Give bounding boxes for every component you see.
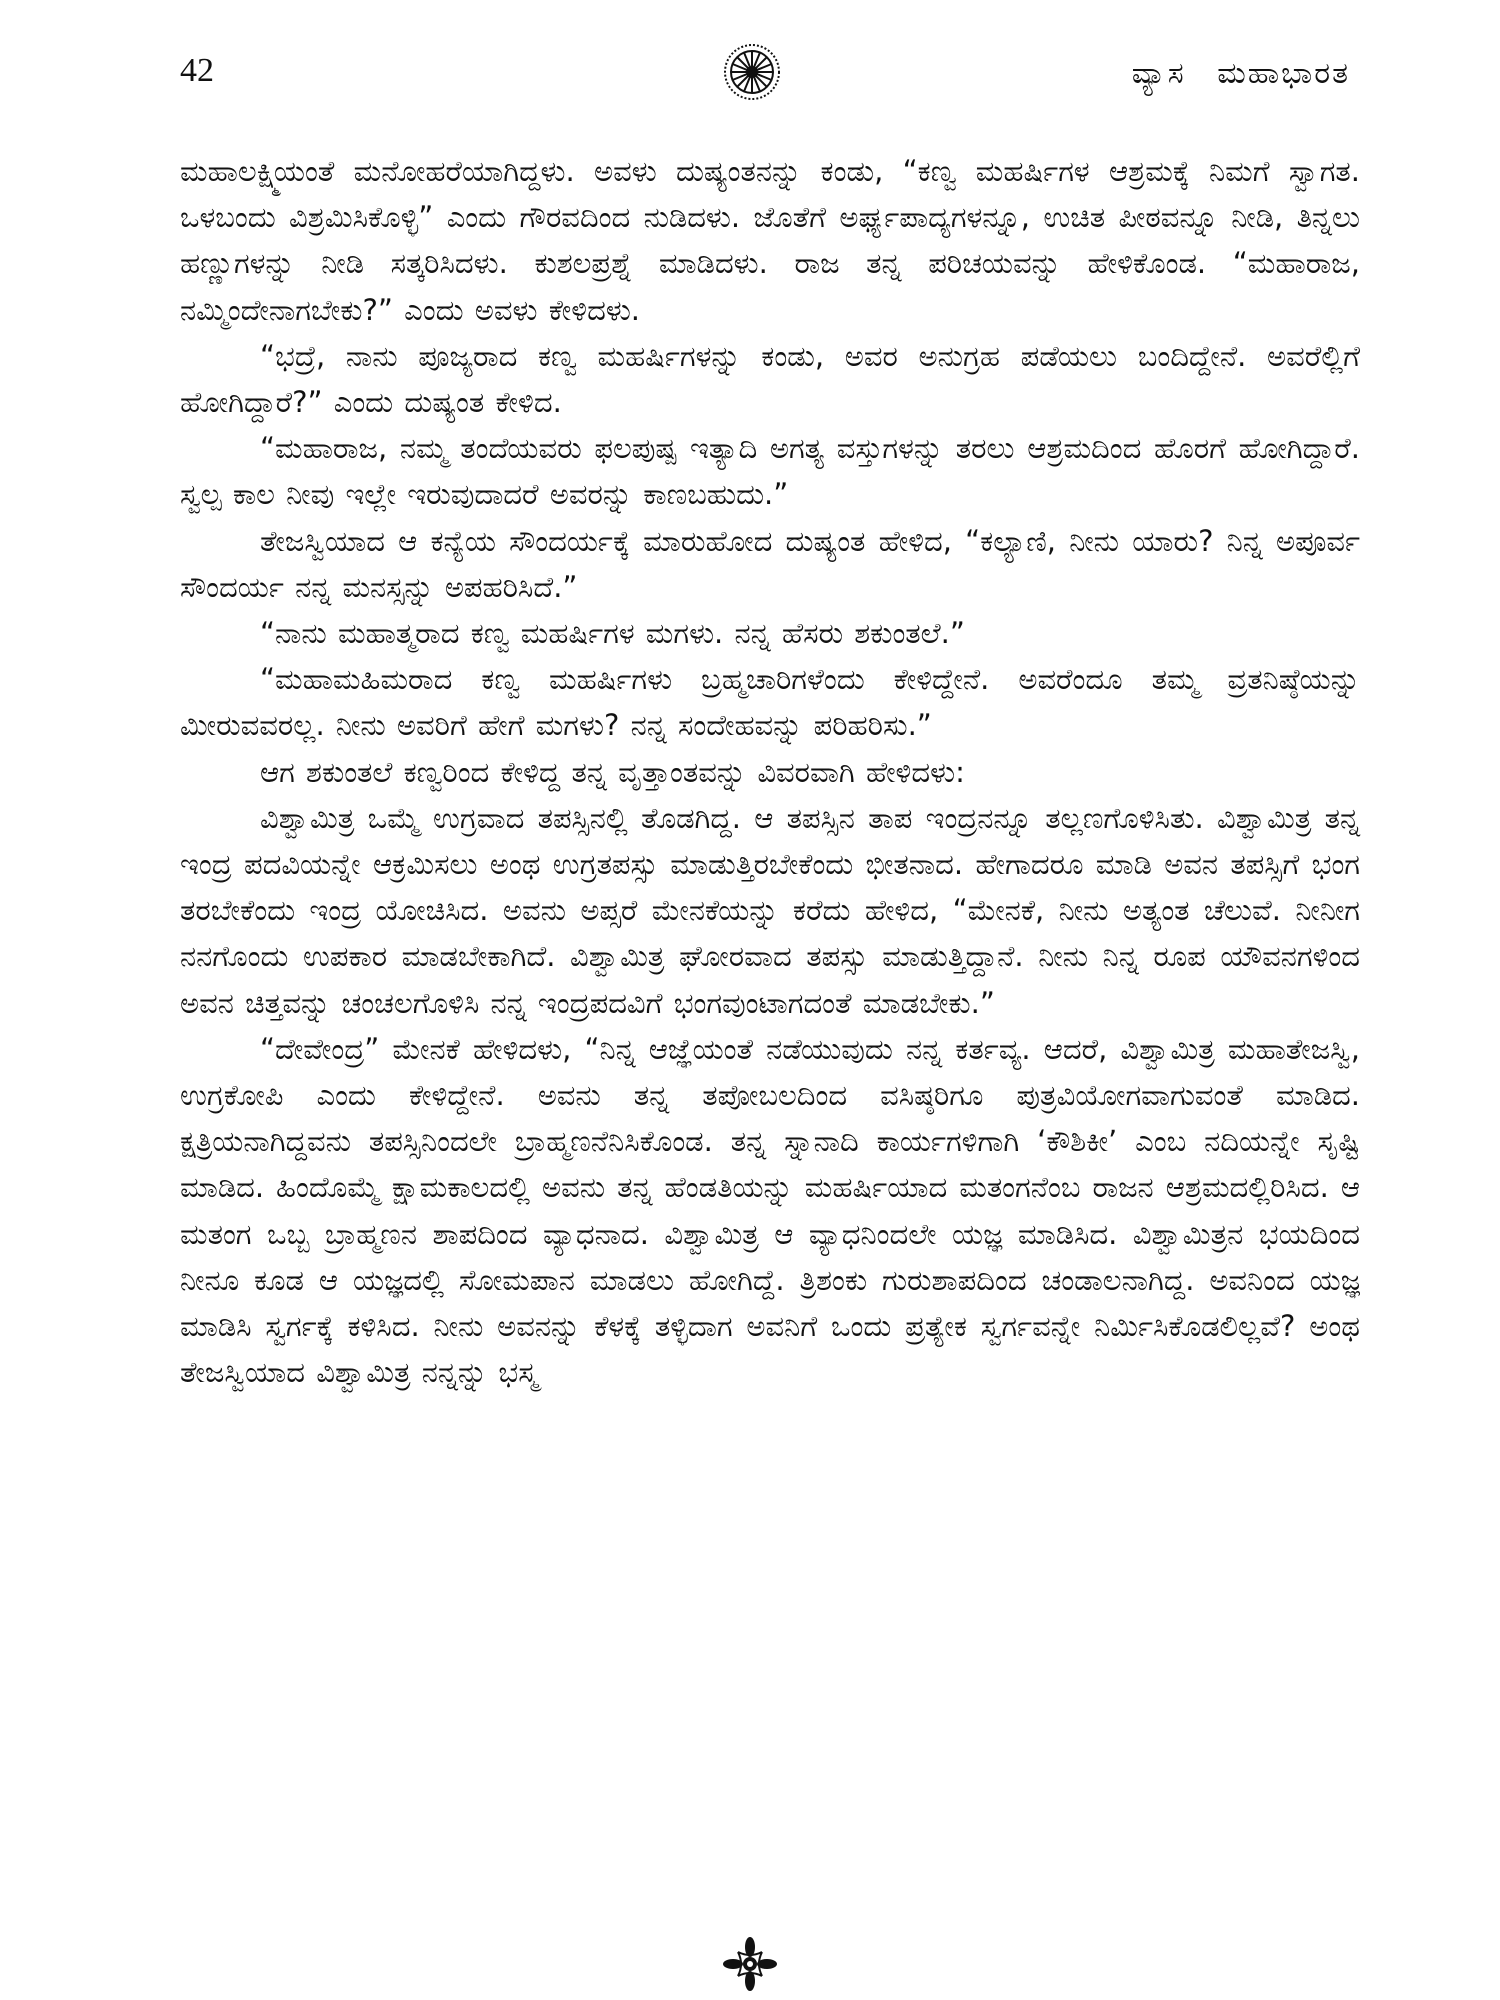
body-text [180,148,1360,1395]
book-title: ವ್ಯಾಸ ಮಹಾಭಾರತ [1131,56,1350,91]
paragraph: “ನಾನು ಮಹಾತ್ಮರಾದ ಕಣ್ವ ಮಹರ್ಷಿಗಳ ಮಗಳು. ನನ್ನ ಹೆಸರು ಶಕುಂತಲೆ.” [260,616,965,651]
chakra-icon [722,42,782,102]
page-number: 42 [180,52,214,89]
paragraph: ವಿಶ್ವಾಮಿತ್ರ ಒಮ್ಮೆ ಉಗ್ರವಾದ ತಪಸ್ಸಿನಲ್ಲಿ ತೊಡಗಿದ್ದ. ಆ ತಪಸ್ಸಿನ ತಾಪ ಇಂದ್ರನನ್ನೂ ತಲ್ಲಣಗೊಳಿಸಿತು. ವಿಶ್ವಾಮಿತ್ರ ತನ್ನ ಇಂದ್ರ ಪದವಿಯನ್ನೇ ಆಕ್ರಮಿಸಲು ಅಂಥ ಉಗ್ರತಪಸ್ಸು ಮಾಡುತ್ತಿರಬೇಕೆಂದು ಭೀತನಾದ. ಹೇಗಾದರೂ ಮಾಡಿ ಅವನ ತಪಸ್ಸಿಗೆ ಭಂಗ ತರಬೇಕೆಂದು ಇಂದ್ರ ಯೋಚಿಸಿದ. ಅವನು ಅಪ್ಸರೆ ಮೇನಕೆಯನ್ನು ಕರೆದು ಹೇಳಿದ, “ಮೇನಕೆ, ನೀನು ಅತ್ಯಂತ ಚೆಲುವೆ. ನೀನೀಗ ನನಗೊಂದು ಉಪಕಾರ ಮಾಡಬೇಕಾಗಿದೆ. ವಿಶ್ವಾಮಿತ್ರ ಘೋರವಾದ ತಪಸ್ಸು ಮಾಡುತ್ತಿದ್ದಾನೆ. ನೀನು ನಿನ್ನ ರೂಪ ಯೌವನಗಳಿಂದ ಅವನ ಚಿತ್ತವನ್ನು ಚಂಚಲಗೊಳಿಸಿ ನನ್ನ ಇಂದ್ರಪದವಿಗೆ ಭಂಗವುಂಟಾಗದಂತೆ ಮಾಡಬೇಕು.” [180,800,1360,1020]
paragraph: “ಭದ್ರೆ, ನಾನು ಪೂಜ್ಯರಾದ ಕಣ್ವ ಮಹರ್ಷಿಗಳನ್ನು ಕಂಡು, ಅವರ ಅನುಗ್ರಹ ಪಡೆಯಲು ಬಂದಿದ್ದೇನೆ. ಅವರೆಲ್ಲಿಗೆ ಹೋಗಿದ್ದಾರೆ?” ಎಂದು ದುಷ್ಯಂತ ಕೇಳಿದ. [180,338,1360,420]
paragraph: “ದೇವೇಂದ್ರ” ಮೇನಕೆ ಹೇಳಿದಳು, “ನಿನ್ನ ಆಜ್ಞೆಯಂತೆ ನಡೆಯುವುದು ನನ್ನ ಕರ್ತವ್ಯ. ಆದರೆ, ವಿಶ್ವಾಮಿತ್ರ ಮಹಾತೇಜಸ್ವಿ, ಉಗ್ರಕೋಪಿ ಎಂದು ಕೇಳಿದ್ದೇನೆ. ಅವನು ತನ್ನ ತಪೋಬಲದಿಂದ ವಸಿಷ್ಠರಿಗೂ ಪುತ್ರವಿಯೋಗವಾಗುವಂತೆ ಮಾಡಿದ. ಕ್ಷತ್ರಿಯನಾಗಿದ್ದವನು ತಪಸ್ಸಿನಿಂದಲೇ ಬ್ರಾಹ್ಮಣನೆನಿಸಿಕೊಂಡ. ತನ್ನ ಸ್ನಾನಾದಿ ಕಾರ್ಯಗಳಿಗಾಗಿ ‘ಕೌಶಿಕೀ’ ಎಂಬ ನದಿಯನ್ನೇ ಸೃಷ್ಟಿ ಮಾಡಿದ. ಹಿಂದೊಮ್ಮೆ ಕ್ಷಾಮಕಾಲದಲ್ಲಿ ಅವನು ತನ್ನ ಹೆಂಡತಿಯನ್ನು ಮಹರ್ಷಿಯಾದ ಮತಂಗನೆಂಬ ರಾಜನ ಆಶ್ರಮದಲ್ಲಿರಿಸಿದ. ಆ ಮತಂಗ ಒಬ್ಬ ಬ್ರಾಹ್ಮಣನ ಶಾಪದಿಂದ ವ್ಯಾಧನಾದ. ವಿಶ್ವಾಮಿತ್ರ ಆ ವ್ಯಾಧನಿಂದಲೇ ಯಜ್ಞ ಮಾಡಿಸಿದ. ವಿಶ್ವಾಮಿತ್ರನ ಭಯದಿಂದ ನೀನೂ ಕೂಡ ಆ ಯಜ್ಞದಲ್ಲಿ ಸೋಮಪಾನ ಮಾಡಲು ಹೋಗಿದ್ದೆ. ತ್ರಿಶಂಕು ಗುರುಶಾಪದಿಂದ ಚಂಡಾಲನಾಗಿದ್ದ. ಅವನಿಂದ ಯಜ್ಞ ಮಾಡಿಸಿ ಸ್ವರ್ಗಕ್ಕೆ ಕಳಿಸಿದ. ನೀನು ಅವನನ್ನು ಕೆಳಕ್ಕೆ ತಳ್ಳಿದಾಗ ಅವನಿಗೆ ಒಂದು ಪ್ರತ್ಯೇಕ ಸ್ವರ್ಗವನ್ನೇ ನಿರ್ಮಿಸಿಕೊಡಲಿಲ್ಲವೆ? ಅಂಥ ತೇಜಸ್ವಿಯಾದ ವಿಶ್ವಾಮಿತ್ರ ನನ್ನನ್ನು ಭಸ್ಮ [180,1031,1360,1390]
paragraph: ತೇಜಸ್ವಿಯಾದ ಆ ಕನ್ಯೆಯ ಸೌಂದರ್ಯಕ್ಕೆ ಮಾರುಹೋದ ದುಷ್ಯಂತ ಹೇಳಿದ, “ಕಲ್ಯಾಣಿ, ನೀನು ಯಾರು? ನಿನ್ನ ಅಪೂರ್ವ ಸೌಂದರ್ಯ ನನ್ನ ಮನಸ್ಸನ್ನು ಅಪಹರಿಸಿದೆ.” [180,523,1360,604]
paragraph: ಆಗ ಶಕುಂತಲೆ ಕಣ್ವರಿಂದ ಕೇಳಿದ್ದ ತನ್ನ ವೃತ್ತಾಂತವನ್ನು ವಿವರವಾಗಿ ಹೇಳಿದಳು: [260,754,965,789]
paragraph: “ಮಹಾರಾಜ, ನಮ್ಮ ತಂದೆಯವರು ಫಲಪುಷ್ಪ ಇತ್ಯಾದಿ ಅಗತ್ಯ ವಸ್ತುಗಳನ್ನು ತರಲು ಆಶ್ರಮದಿಂದ ಹೊರಗೆ ಹೋಗಿದ್ದಾರೆ. ಸ್ವಲ್ಪ ಕಾಲ ನೀವು ಇಲ್ಲೇ ಇರುವುದಾದರೆ ಅವರನ್ನು ಕಾಣಬಹುದು.” [180,431,1360,512]
paragraph: ಮಹಾಲಕ್ಷ್ಮಿಯಂತೆ ಮನೋಹರೆಯಾಗಿದ್ದಳು. ಅವಳು ದುಷ್ಯಂತನನ್ನು ಕಂಡು, “ಕಣ್ವ ಮಹರ್ಷಿಗಳ ಆಶ್ರಮಕ್ಕೆ ನಿಮಗೆ ಸ್ವಾಗತ. ಒಳಬಂದು ವಿಶ್ರಮಿಸಿಕೊಳ್ಳಿ” ಎಂದು ಗೌರವದಿಂದ ನುಡಿದಳು. ಜೊತೆಗೆ ಅರ್ಘ್ಯಪಾದ್ಯಗಳನ್ನೂ, ಉಚಿತ ಪೀಠವನ್ನೂ ನೀಡಿ, ತಿನ್ನಲು ಹಣ್ಣುಗಳನ್ನು ನೀಡಿ ಸತ್ಕರಿಸಿದಳು. ಕುಶಲಪ್ರಶ್ನೆ ಮಾಡಿದಳು. ರಾಜ ತನ್ನ ಪರಿಚಯವನ್ನು ಹೇಳಿಕೊಂಡ. “ಮಹಾರಾಜ, ನಮ್ಮಿಂದೇನಾಗಬೇಕು?” ಎಂದು ಅವಳು ಕೇಳಿದಳು. [180,154,1360,327]
floral-ornament-icon [722,1936,778,1992]
paragraph: “ಮಹಾಮಹಿಮರಾದ ಕಣ್ವ ಮಹರ್ಷಿಗಳು ಬ್ರಹ್ಮಚಾರಿಗಳೆಂದು ಕೇಳಿದ್ದೇನೆ. ಅವರೆಂದೂ ತಮ್ಮ ವ್ರತನಿಷ್ಠೆಯನ್ನು ಮೀರುವವರಲ್ಲ. ನೀನು ಅವರಿಗೆ ಹೇಗೆ ಮಗಳು? ನನ್ನ ಸಂದೇಹವನ್ನು ಪರಿಹರಿಸು.” [180,662,1360,743]
